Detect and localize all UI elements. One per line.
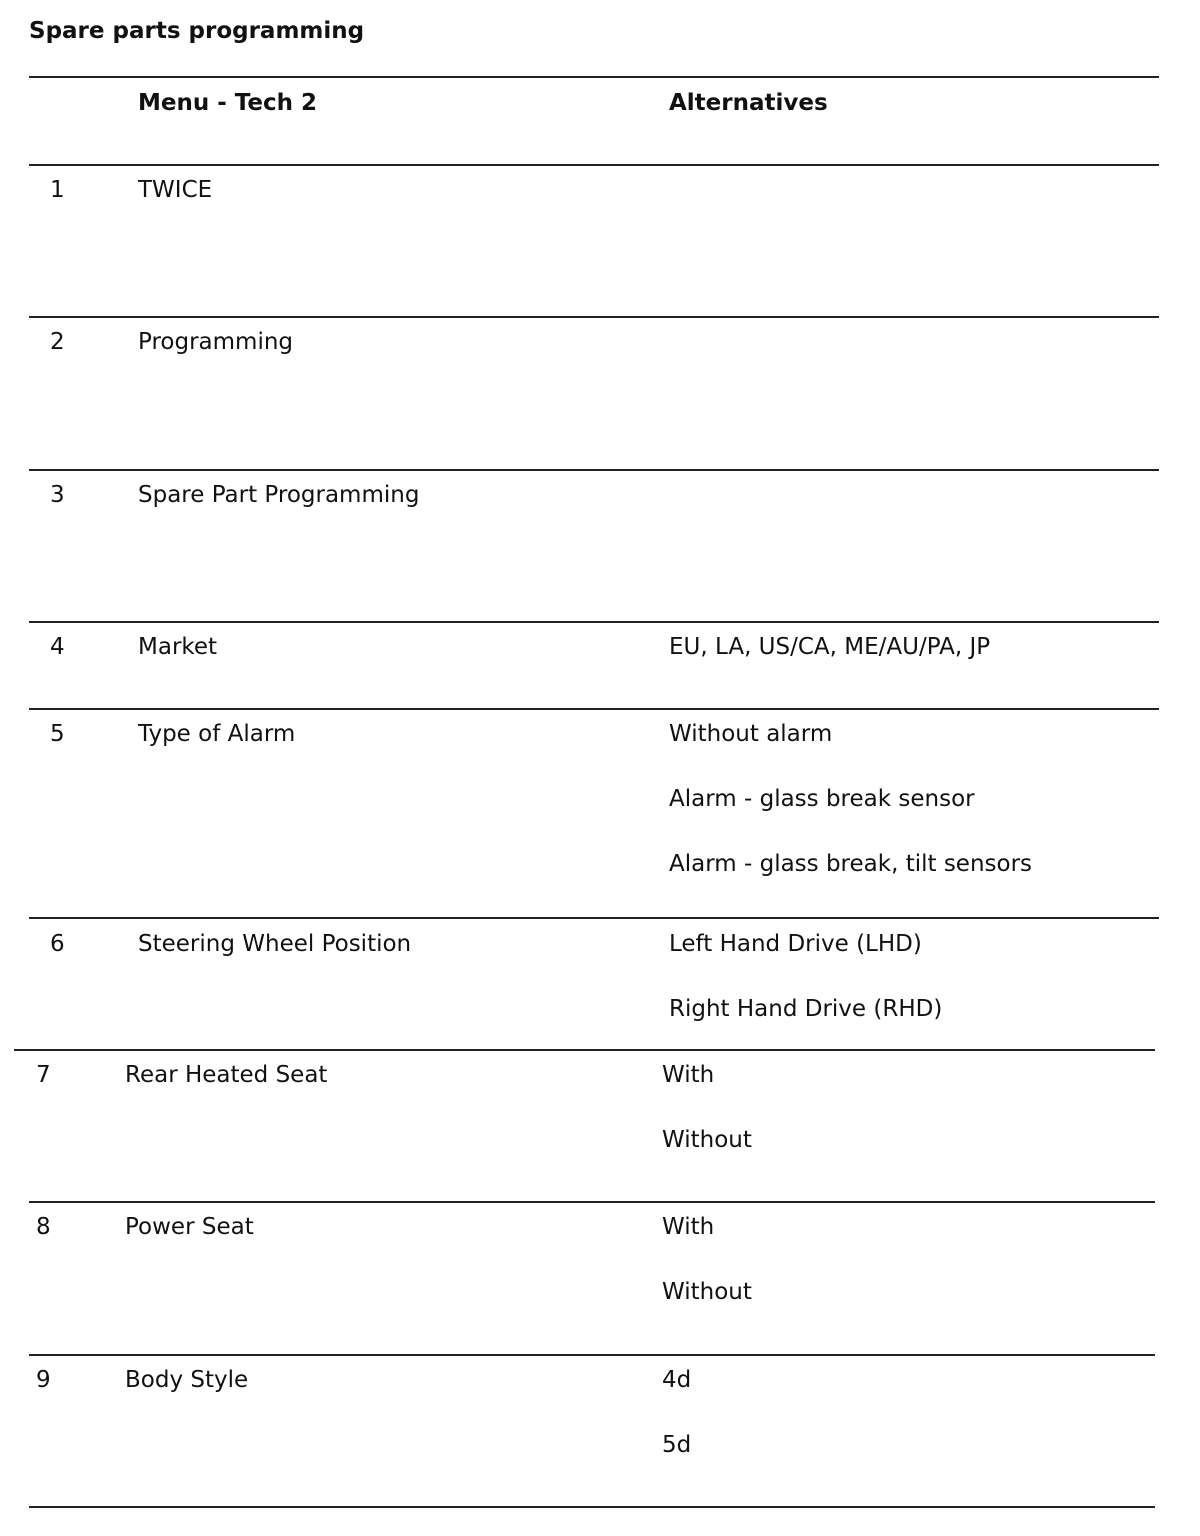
row-alternative: EU, LA, US/CA, ME/AU/PA, JP [669,634,991,660]
row-divider [29,708,1159,710]
column-header-alternatives: Alternatives [669,90,828,116]
row-alternative: 5d [662,1432,692,1458]
row-menu-item: Steering Wheel Position [138,931,412,957]
row-menu-item: Body Style [125,1367,249,1393]
row-alternative: Without [662,1127,752,1153]
row-divider [29,316,1159,318]
row-divider [29,1506,1155,1508]
column-header-menu: Menu - Tech 2 [138,90,318,116]
row-menu-item: Spare Part Programming [138,482,420,508]
row-number: 2 [50,329,65,355]
row-divider [29,1354,1155,1356]
row-alternative: Without alarm [669,721,833,747]
row-menu-item: Programming [138,329,294,355]
row-alternative: Without [662,1279,752,1305]
table-top-rule [29,76,1159,78]
row-alternative: Alarm - glass break, tilt sensors [669,851,1033,877]
row-number: 7 [36,1062,51,1088]
row-number: 1 [50,177,65,203]
row-number: 6 [50,931,65,957]
document-title: Spare parts programming [29,18,365,44]
row-number: 3 [50,482,65,508]
table-header-rule [29,164,1159,166]
row-alternative: Right Hand Drive (RHD) [669,996,943,1022]
row-divider [14,1049,1155,1051]
row-number: 5 [50,721,65,747]
row-divider [29,621,1159,623]
row-number: 9 [36,1367,51,1393]
row-menu-item: Power Seat [125,1214,254,1240]
row-number: 4 [50,634,65,660]
row-alternative: Alarm - glass break sensor [669,786,975,812]
row-number: 8 [36,1214,51,1240]
row-menu-item: Type of Alarm [138,721,296,747]
row-alternative: 4d [662,1367,692,1393]
row-alternative: With [662,1062,715,1088]
row-divider [29,1201,1155,1203]
row-divider [29,469,1159,471]
row-menu-item: TWICE [138,177,213,203]
row-alternative: Left Hand Drive (LHD) [669,931,922,957]
row-alternative: With [662,1214,715,1240]
row-divider [29,917,1159,919]
row-menu-item: Rear Heated Seat [125,1062,328,1088]
row-menu-item: Market [138,634,218,660]
